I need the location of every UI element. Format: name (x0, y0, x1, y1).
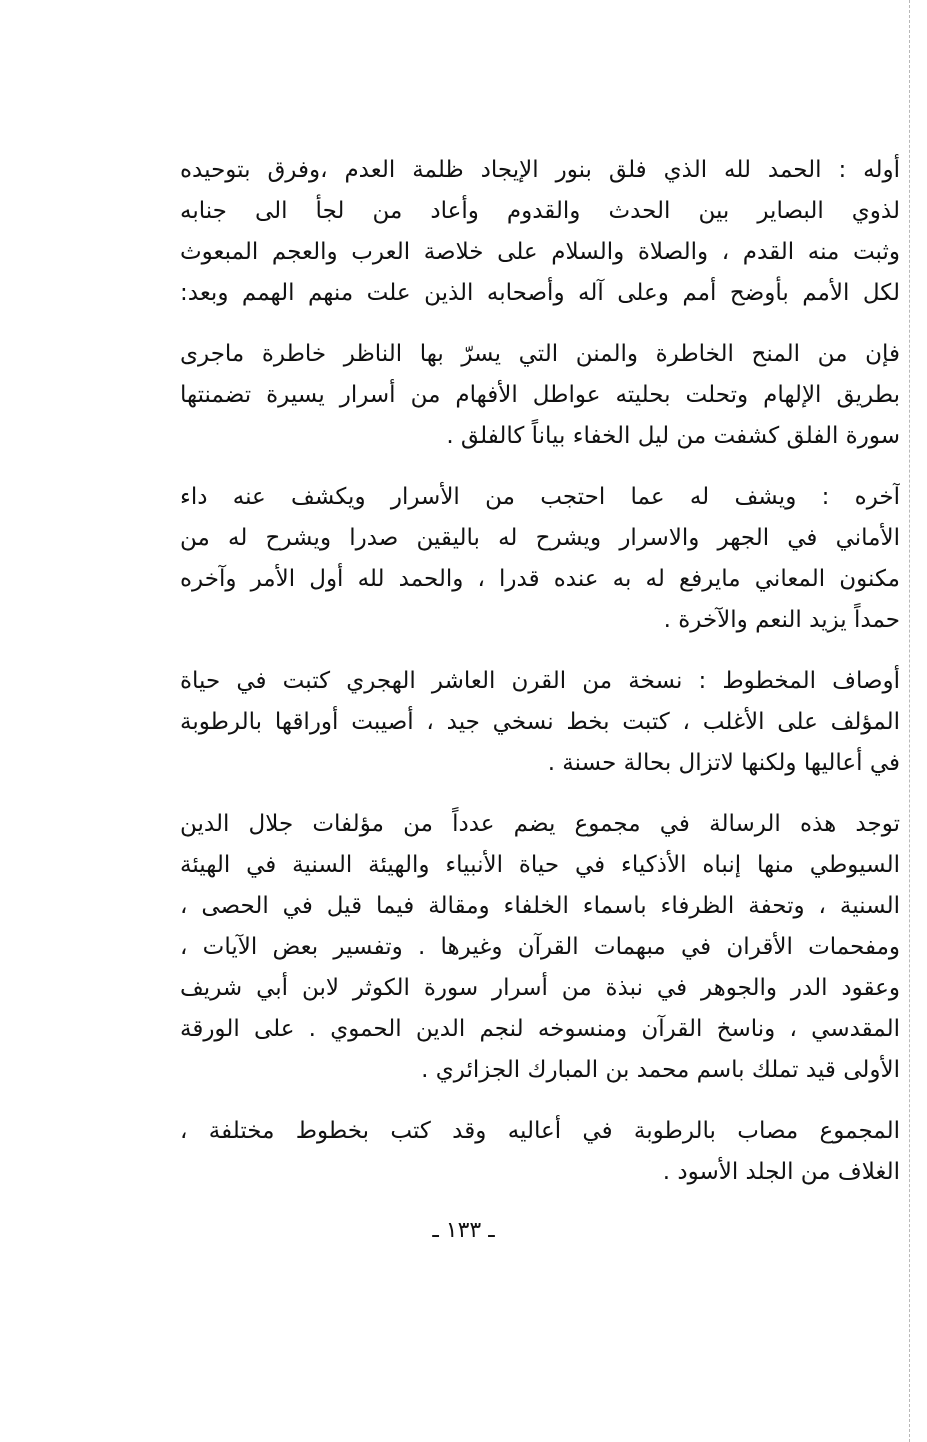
text-line: السيوطي منها إنباه الأذكياء في حياة الأنبياء والهيئة السنية في الهيئة (180, 852, 900, 878)
text-line: لكل الأمم بأوضح أمم وعلى آله وأصحابه الذين علت منهم الهمم وبعد: (180, 280, 900, 306)
text-line: وثبت منه القدم ، والصلاة والسلام على خلاصة العرب والعجم المبعوث (180, 239, 900, 265)
text-line: بطريق الإلهام وتحلت بحليته عواطل الأفهام من أسرار يسيرة تضمنتها (180, 382, 900, 408)
text-line: مكنون المعاني مايرفع له به عنده قدرا ، والحمد لله أول الأمر وآخره (180, 566, 900, 592)
paragraph-incipit (180, 150, 900, 314)
text-line: الأماني في الجهر والاسرار ويشرح له باليقين صدرا ويشرح له من (180, 525, 900, 551)
paragraph-incipit-continued (180, 334, 900, 457)
text-line: في أعاليها ولكنها لاتزال بحالة حسنة . (547, 750, 900, 776)
text-line: المقدسي ، وناسخ القرآن ومنسوخه لنجم الدين الحموي . على الورقة (180, 1016, 900, 1042)
text-line: المؤلف على الأغلب ، كتبت بخط نسخي جيد ، أصيبت أوراقها بالرطوبة (180, 709, 900, 735)
text-line: سورة الفلق كشفت من ليل الخفاء بياناً كالفلق . (446, 423, 900, 449)
paragraph-explicit (180, 477, 900, 641)
text-line: آخره : ويشف له عما احتجب من الأسرار ويكشف عنه داء (180, 484, 900, 510)
text-line: حمداً يزيد النعم والآخرة . (663, 607, 900, 633)
text-line: لذوي البصاير بين الحدث والقدوم وأعاد من لجأ الى جنابه (180, 198, 900, 224)
text-line: وعقود الدر والجوهر في نبذة من أسرار سورة الكوثر لابن أبي شريف (180, 975, 900, 1001)
text-line: ومفحمات الأقران في مبهمات القرآن وغيرها . وتفسير بعض الآيات ، (180, 934, 900, 960)
text-line: الغلاف من الجلد الأسود . (662, 1159, 900, 1185)
text-line: أوله : الحمد لله الذي فلق بنور الإيجاد ظلمة العدم ،وفرق بتوحيده (180, 157, 900, 183)
page-number: ـ ١٣٣ ـ (432, 1218, 495, 1243)
page-body (180, 150, 900, 1213)
text-line: توجد هذه الرسالة في مجموع يضم عدداً من مؤلفات جلال الدين (180, 811, 900, 837)
text-line: السنية ، وتحفة الظرفاء باسماء الخلفاء ومقالة فيما قيل في الحصى ، (180, 893, 900, 919)
text-line: الأولى قيد تملك باسم محمد بن المبارك الجزائري . (421, 1057, 900, 1083)
text-line: المجموع مصاب بالرطوبة في أعاليه وقد كتب بخطوط مختلفة ، (180, 1118, 900, 1144)
text-line: فإن من المنح الخاطرة والمنن التي يسرّ بها الناظر خاطرة ماجرى (180, 341, 900, 367)
paragraph-condition (180, 1111, 900, 1193)
paragraph-manuscript-description (180, 661, 900, 784)
text-line: أوصاف المخطوط : نسخة من القرن العاشر الهجري كتبت في حياة (180, 668, 900, 694)
paragraph-collection-contents (180, 804, 900, 1091)
